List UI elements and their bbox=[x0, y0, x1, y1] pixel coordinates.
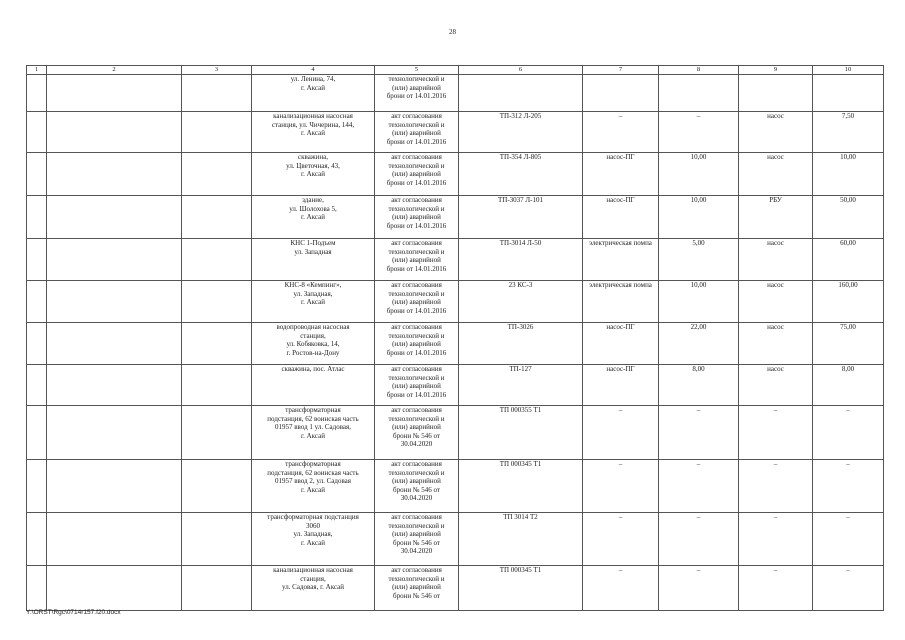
feeder-cell: ТП-354 Л-805 bbox=[459, 153, 583, 196]
feeder-cell: ТП-312 Л-205 bbox=[459, 112, 583, 153]
cell-text-line: акт согласования bbox=[391, 281, 442, 289]
cell-text-line: брони от 14.01.2016 bbox=[386, 221, 447, 230]
backup-power-cell: 8,00 bbox=[659, 365, 739, 406]
cell-text-line: (или) аварийной bbox=[392, 83, 441, 92]
empty-cell-col-3 bbox=[182, 281, 252, 323]
cell-text-line: скважина, пос. Атлас bbox=[281, 365, 345, 373]
cell-text-line: трансформаторная bbox=[285, 406, 341, 414]
cell-text-line: подстанция, 62 воинская часть bbox=[267, 468, 359, 477]
cell-text-line: ул. Кобяковка, 14, bbox=[286, 340, 340, 348]
empty-cell-col-1 bbox=[27, 513, 47, 566]
cell-text-line: брони от 14.01.2016 bbox=[386, 92, 447, 100]
load-cell: – bbox=[739, 513, 813, 566]
cell-text-line: (или) аварийной bbox=[392, 170, 441, 178]
backup-source-cell: электрическая помпа bbox=[583, 281, 659, 323]
backup-power-cell: 10,00 bbox=[659, 281, 739, 323]
object-address-cell bbox=[252, 365, 375, 406]
cell-text-line: акт согласования bbox=[391, 323, 442, 331]
cell-text-line: (или) аварийной bbox=[392, 382, 441, 390]
approval-act-cell bbox=[375, 513, 459, 566]
cell-text-line: г. Аксай bbox=[301, 170, 325, 178]
object-address-cell bbox=[252, 323, 375, 365]
empty-cell-col-1 bbox=[27, 196, 47, 239]
cell-text-line: г. Аксай bbox=[301, 213, 325, 221]
empty-cell-col-3 bbox=[182, 75, 252, 112]
cell-text-line: (или) аварийной bbox=[392, 129, 441, 137]
power-cell: 7,50 bbox=[813, 112, 884, 153]
cell-text-line: ул. Западная bbox=[294, 247, 332, 256]
cell-text-line: технологической и bbox=[388, 468, 445, 477]
object-address-cell bbox=[252, 406, 375, 460]
empty-cell-col-2 bbox=[47, 281, 182, 323]
backup-power-cell: 10,00 bbox=[659, 196, 739, 239]
cell-text-line: трансформаторная bbox=[285, 460, 341, 468]
cell-text-line: технологической и bbox=[388, 289, 445, 298]
empty-cell-col-3 bbox=[182, 566, 252, 611]
cell-text-line: (или) аварийной bbox=[392, 530, 441, 538]
cell-text-line: брони № 546 от bbox=[393, 485, 440, 494]
table-row bbox=[27, 196, 884, 239]
approval-act-cell bbox=[375, 281, 459, 323]
cell-text-line: здание, bbox=[302, 196, 324, 204]
backup-power-cell: – bbox=[659, 566, 739, 611]
approval-act-cell bbox=[375, 566, 459, 611]
load-cell: насос bbox=[739, 153, 813, 196]
backup-power-cell: 22,00 bbox=[659, 323, 739, 365]
approval-act-cell bbox=[375, 112, 459, 153]
empty-cell-col-2 bbox=[47, 196, 182, 239]
load-cell: насос bbox=[739, 239, 813, 281]
backup-source-cell: – bbox=[583, 406, 659, 460]
approval-act-cell bbox=[375, 196, 459, 239]
empty-cell-col-3 bbox=[182, 239, 252, 281]
page-number: 28 bbox=[449, 28, 456, 36]
empty-cell-col-1 bbox=[27, 153, 47, 196]
cell-text-line: (или) аварийной bbox=[392, 423, 441, 431]
empty-cell-col-2 bbox=[47, 75, 182, 112]
cell-text-line: ул. Цветочная, 43, bbox=[286, 161, 340, 170]
empty-cell-col-2 bbox=[47, 566, 182, 611]
cell-text-line: г. Аксай bbox=[301, 431, 325, 440]
object-address-cell bbox=[252, 513, 375, 566]
backup-source-cell bbox=[583, 75, 659, 112]
cell-text-line: канализационная насосная bbox=[273, 112, 353, 120]
empty-cell-col-2 bbox=[47, 460, 182, 513]
backup-source-cell: – bbox=[583, 513, 659, 566]
empty-cell-col-2 bbox=[47, 365, 182, 406]
cell-text-line: водопроводная насосная bbox=[276, 323, 350, 331]
cell-text-line: (или) аварийной bbox=[392, 213, 441, 221]
object-address-cell bbox=[252, 196, 375, 239]
cell-text-line: ул. Западная, bbox=[293, 289, 333, 298]
empty-cell-col-3 bbox=[182, 460, 252, 513]
power-cell: 75,00 bbox=[813, 323, 884, 365]
feeder-cell bbox=[459, 75, 583, 112]
cell-text-line: брони от 14.01.2016 bbox=[386, 348, 447, 357]
feeder-cell: ТП-3037 Л-101 bbox=[459, 196, 583, 239]
empty-cell-col-1 bbox=[27, 281, 47, 323]
empty-cell-col-2 bbox=[47, 112, 182, 153]
cell-text-line: технологической и bbox=[388, 161, 445, 170]
feeder-cell: ТП 3014 Т2 bbox=[459, 513, 583, 566]
cell-text-line: акт согласования bbox=[391, 196, 442, 204]
cell-text-line: технологической и bbox=[388, 521, 445, 530]
cell-text-line: технологической и bbox=[388, 414, 445, 423]
column-number-8: 8 bbox=[659, 66, 739, 75]
backup-source-cell: насос-ПГ bbox=[583, 196, 659, 239]
backup-power-cell: – bbox=[659, 513, 739, 566]
table-row bbox=[27, 365, 884, 406]
cell-text-line: акт согласования bbox=[391, 406, 442, 414]
table-row bbox=[27, 406, 884, 460]
empty-cell-col-1 bbox=[27, 406, 47, 460]
cell-text-line: брони от 14.01.2016 bbox=[386, 390, 447, 399]
cell-text-line: акт согласования bbox=[391, 513, 442, 521]
column-number-5: 5 bbox=[375, 66, 459, 75]
feeder-cell: ТП 000355 Т1 bbox=[459, 406, 583, 460]
cell-text-line: технологической и bbox=[388, 75, 445, 83]
cell-text-line: ул. Западная, bbox=[293, 530, 333, 538]
load-cell: – bbox=[739, 460, 813, 513]
backup-power-cell: – bbox=[659, 406, 739, 460]
empty-cell-col-3 bbox=[182, 196, 252, 239]
load-cell: насос bbox=[739, 112, 813, 153]
cell-text-line: станция, ул. Чичерина, 144, bbox=[271, 120, 355, 129]
cell-text-line: 3060 bbox=[306, 521, 320, 530]
empty-cell-col-3 bbox=[182, 406, 252, 460]
load-cell: – bbox=[739, 566, 813, 611]
empty-cell-col-3 bbox=[182, 153, 252, 196]
power-cell: – bbox=[813, 460, 884, 513]
cell-text-line: акт согласования bbox=[391, 239, 442, 247]
cell-text-line: ул. Шолохова 5, bbox=[289, 204, 337, 213]
cell-text-line: канализационная насосная bbox=[273, 566, 353, 574]
approval-act-cell bbox=[375, 406, 459, 460]
cell-text-line: г. Аксай bbox=[301, 485, 325, 494]
power-cell: – bbox=[813, 406, 884, 460]
load-cell bbox=[739, 75, 813, 112]
empty-cell-col-1 bbox=[27, 365, 47, 406]
cell-text-line: брони № 546 от bbox=[393, 591, 440, 600]
power-cell: – bbox=[813, 566, 884, 611]
facilities-table bbox=[26, 65, 884, 611]
cell-text-line: технологической и bbox=[388, 247, 445, 256]
load-cell: – bbox=[739, 406, 813, 460]
cell-text-line: г. Аксай bbox=[301, 298, 325, 306]
cell-text-line: брони от 14.01.2016 bbox=[386, 137, 447, 146]
load-cell: насос bbox=[739, 365, 813, 406]
backup-source-cell: насос-ПГ bbox=[583, 153, 659, 196]
empty-cell-col-3 bbox=[182, 112, 252, 153]
feeder-cell: ТП 000345 Т1 bbox=[459, 566, 583, 611]
table-row bbox=[27, 513, 884, 566]
empty-cell-col-1 bbox=[27, 323, 47, 365]
backup-source-cell: электрическая помпа bbox=[583, 239, 659, 281]
empty-cell-col-1 bbox=[27, 112, 47, 153]
approval-act-cell bbox=[375, 365, 459, 406]
empty-cell-col-2 bbox=[47, 323, 182, 365]
backup-power-cell: 10,00 bbox=[659, 153, 739, 196]
cell-text-line: брони от 14.01.2016 bbox=[386, 178, 447, 187]
cell-text-line: (или) аварийной bbox=[392, 298, 441, 306]
load-cell: насос bbox=[739, 281, 813, 323]
table-body bbox=[27, 66, 884, 611]
backup-power-cell: – bbox=[659, 112, 739, 153]
empty-cell-col-2 bbox=[47, 406, 182, 460]
column-number-1: 1 bbox=[27, 66, 47, 75]
column-number-9: 9 bbox=[739, 66, 813, 75]
cell-text-line: трансформаторная подстанция bbox=[267, 513, 359, 521]
feeder-cell: ТП-3026 bbox=[459, 323, 583, 365]
cell-text-line: акт согласования bbox=[391, 153, 442, 161]
table-row bbox=[27, 239, 884, 281]
approval-act-cell bbox=[375, 153, 459, 196]
cell-text-line: 01957 ввод 2, ул. Садовая bbox=[275, 477, 351, 485]
cell-text-line: технологической и bbox=[388, 204, 445, 213]
cell-text-line: брони от 14.01.2016 bbox=[386, 264, 447, 273]
power-cell: 60,00 bbox=[813, 239, 884, 281]
empty-cell-col-3 bbox=[182, 365, 252, 406]
table-row bbox=[27, 75, 884, 112]
cell-text-line: (или) аварийной bbox=[392, 583, 441, 591]
feeder-cell: ТП-127 bbox=[459, 365, 583, 406]
cell-text-line: (или) аварийной bbox=[392, 256, 441, 264]
approval-act-cell bbox=[375, 323, 459, 365]
cell-text-line: 01957 ввод 1 ул. Садовая, bbox=[275, 423, 351, 431]
table-row bbox=[27, 460, 884, 513]
backup-source-cell: насос-ПГ bbox=[583, 323, 659, 365]
cell-text-line: брони № 546 от bbox=[393, 431, 440, 440]
cell-text-line: акт согласования bbox=[391, 566, 442, 574]
cell-text-line: г. Аксай bbox=[301, 129, 325, 137]
cell-text-line: технологической и bbox=[388, 574, 445, 583]
table-row bbox=[27, 112, 884, 153]
load-cell: РБУ bbox=[739, 196, 813, 239]
backup-source-cell: насос-ПГ bbox=[583, 365, 659, 406]
cell-text-line: технологической и bbox=[388, 373, 445, 382]
empty-cell-col-1 bbox=[27, 239, 47, 281]
empty-cell-col-2 bbox=[47, 513, 182, 566]
header-row bbox=[27, 66, 884, 75]
power-cell: 8,00 bbox=[813, 365, 884, 406]
column-number-7: 7 bbox=[583, 66, 659, 75]
object-address-cell bbox=[252, 460, 375, 513]
cell-text-line: ул. Садовая, г. Аксай bbox=[282, 583, 344, 591]
cell-text-line: 30.04.2020 bbox=[400, 494, 433, 502]
empty-cell-col-1 bbox=[27, 566, 47, 611]
backup-source-cell: – bbox=[583, 112, 659, 153]
cell-text-line: подстанция, 62 воинская часть bbox=[267, 414, 359, 423]
power-cell: 160,00 bbox=[813, 281, 884, 323]
table-row bbox=[27, 323, 884, 365]
backup-source-cell: – bbox=[583, 566, 659, 611]
column-number-3: 3 bbox=[182, 66, 252, 75]
backup-power-cell bbox=[659, 75, 739, 112]
power-cell: – bbox=[813, 513, 884, 566]
empty-cell-col-3 bbox=[182, 323, 252, 365]
backup-power-cell: – bbox=[659, 460, 739, 513]
approval-act-cell bbox=[375, 460, 459, 513]
empty-cell-col-3 bbox=[182, 513, 252, 566]
feeder-cell: ТП 000345 Т1 bbox=[459, 460, 583, 513]
cell-text-line: технологической и bbox=[388, 331, 445, 340]
table-row bbox=[27, 566, 884, 611]
backup-power-cell: 5,00 bbox=[659, 239, 739, 281]
cell-text-line: КНС-8 «Кемпинг», bbox=[284, 281, 342, 289]
power-cell: 50,00 bbox=[813, 196, 884, 239]
cell-text-line: г. Аксай bbox=[301, 83, 325, 92]
cell-text-line: 30.04.2020 bbox=[400, 547, 433, 555]
cell-text-line: (или) аварийной bbox=[392, 340, 441, 348]
empty-cell-col-2 bbox=[47, 239, 182, 281]
empty-cell-col-1 bbox=[27, 460, 47, 513]
cell-text-line: г. Ростов-на-Дону bbox=[286, 348, 340, 357]
object-address-cell bbox=[252, 281, 375, 323]
cell-text-line: брони № 546 от bbox=[393, 538, 440, 547]
power-cell: 10,00 bbox=[813, 153, 884, 196]
approval-act-cell bbox=[375, 239, 459, 281]
object-address-cell bbox=[252, 566, 375, 611]
object-address-cell bbox=[252, 112, 375, 153]
cell-text-line: ул. Ленина, 74, bbox=[290, 75, 336, 83]
empty-cell-col-2 bbox=[47, 153, 182, 196]
power-cell bbox=[813, 75, 884, 112]
approval-act-cell bbox=[375, 75, 459, 112]
column-number-4: 4 bbox=[252, 66, 375, 75]
load-cell: насос bbox=[739, 323, 813, 365]
object-address-cell bbox=[252, 239, 375, 281]
table-row bbox=[27, 153, 884, 196]
cell-text-line: технологической и bbox=[388, 120, 445, 129]
cell-text-line: акт согласования bbox=[391, 112, 442, 120]
backup-source-cell: – bbox=[583, 460, 659, 513]
column-number-6: 6 bbox=[459, 66, 583, 75]
cell-text-line: станция, bbox=[300, 574, 326, 583]
cell-text-line: КНС 1-Подъем bbox=[290, 239, 336, 247]
cell-text-line: станция, bbox=[300, 331, 326, 340]
column-number-2: 2 bbox=[47, 66, 182, 75]
cell-text-line: брони от 14.01.2016 bbox=[386, 306, 447, 315]
feeder-cell: 23 КС-3 bbox=[459, 281, 583, 323]
cell-text-line: акт согласования bbox=[391, 460, 442, 468]
cell-text-line: г. Аксай bbox=[301, 538, 325, 547]
footer-file-path: Y:\ORST\Rgc\0714r157.f20.docx bbox=[26, 609, 121, 616]
empty-cell-col-1 bbox=[27, 75, 47, 112]
column-number-10: 10 bbox=[813, 66, 884, 75]
table-row bbox=[27, 281, 884, 323]
cell-text-line: 30.04.2020 bbox=[400, 440, 433, 448]
cell-text-line: скважина, bbox=[297, 153, 328, 161]
object-address-cell bbox=[252, 75, 375, 112]
cell-text-line: акт согласования bbox=[391, 365, 442, 373]
object-address-cell bbox=[252, 153, 375, 196]
feeder-cell: ТП-3014 Л-50 bbox=[459, 239, 583, 281]
cell-text-line: (или) аварийной bbox=[392, 477, 441, 485]
